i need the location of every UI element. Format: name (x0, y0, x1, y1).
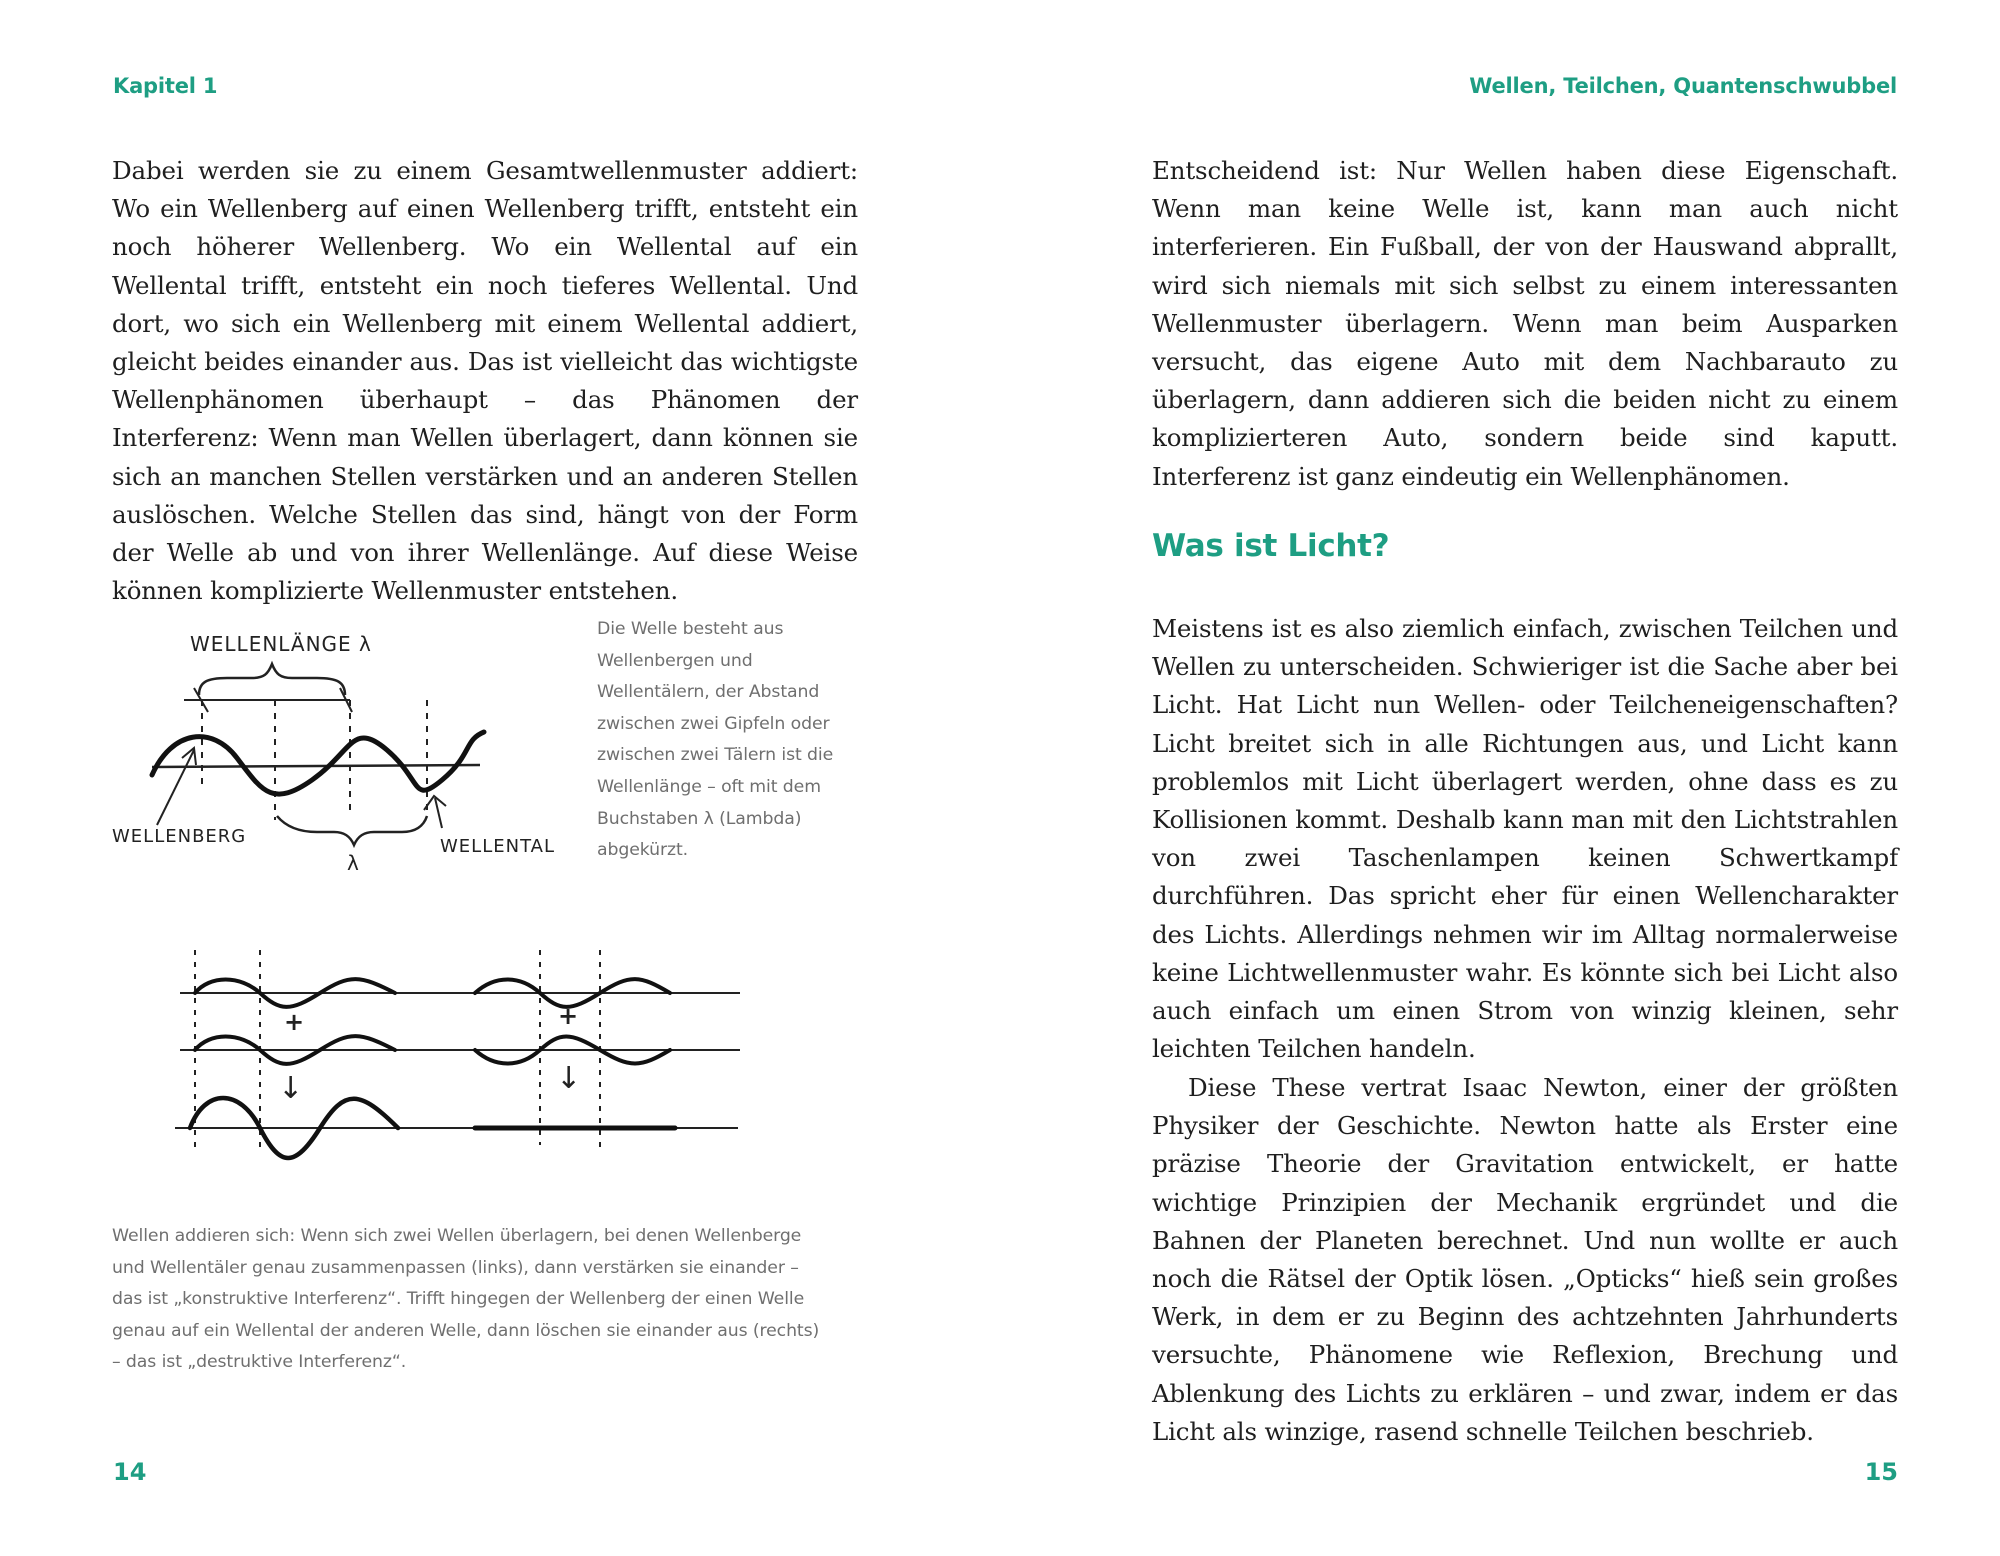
page-number-left: 14 (113, 1458, 147, 1486)
figure-caption: Die Welle besteht aus Wellenbergen und Wellentälern, der Abstand zwischen zwei Gipfeln oder zwischen zwei Tälern ist die Wellenlänge – oft mit dem Buchstaben λ (Lambda) abgekürzt. (597, 619, 834, 861)
arrow-to-crest (157, 750, 194, 825)
plus-sign-right: + (558, 1002, 580, 1030)
plus-sign-left: + (284, 1008, 306, 1036)
page-number-right: 15 (1864, 1458, 1898, 1486)
wavelength-brace (199, 664, 345, 695)
running-head-left: Kapitel 1 (113, 74, 218, 98)
down-arrow-left: ↓ (278, 1071, 305, 1106)
trough-label: WELLENTAL (440, 836, 556, 857)
lambda-label: λ (347, 851, 360, 875)
body-paragraph: Dabei werden sie zu einem Gesamtwellenmuster addiert: Wo ein Wellenberg auf einen Wellenberg trifft, entsteht ein noch höherer Wellenberg. Wo ein Wellental auf ein Wellental trifft, entsteht ein noch tieferes Wellental. Und dort, wo sich ein Wellenberg mit einem Wellental addiert, gleicht beides einander aus. Das ist vielleicht das wichtigste Wellenphänomen überhaupt – das Phänomen der Interferenz: Wenn man Wellen überlagert, dann können sie sich an manchen Stellen verstärken und an anderen Stellen auslöschen. Welche Stellen das sind, hängt von der Form der Welle ab und von ihrer Wellenlänge. Auf diese Weise können komplizierte Wellenmuster entstehen. (112, 156, 858, 606)
body-paragraph: Diese These vertrat Isaac Newton, einer der größten Physiker der Geschichte. Newton hatte als Erster eine präzise Theorie der Gravitation entwickelt, er hatte wichtige Prinzipien der Mechanik ergründet und die Bahnen der Planeten berechnet. Und nun wollte er auch noch die Rätsel der Optik lösen. „Opticks“ hieß sein großes Werk, in dem er zu Beginn des achtzehnten Jahrhunderts versuchte, Phänomene wie Reflexion, Brechung und Ablenkung des Lichts zu erklären – und zwar, indem er das Licht als winzige, rasend schnelle Teilchen beschrieb. (1152, 1073, 1898, 1446)
crest-label: WELLENBERG (112, 826, 247, 847)
figure-caption: Wellen addieren sich: Wenn sich zwei Wellen überlagern, bei denen Wellenberge und Wellentäler genau zusammenpassen (links), dann verstärken sie einander – das ist „konstruktive Interferenz“. Trifft hingegen der Wellenberg der einen Welle genau auf ein Wellental der anderen Welle, dann löschen sie einander aus (rechts) – das ist „destruktive Interferenz“. (112, 1226, 820, 1373)
wavelength-label: WELLENLÄNGE λ (190, 632, 372, 656)
wavelength-diagram (112, 620, 562, 880)
section-heading: Was ist Licht? (1152, 528, 1390, 564)
body-paragraph: Entscheidend ist: Nur Wellen haben diese Eigenschaft. Wenn man keine Welle ist, kann man auch nicht interferieren. Ein Fußball, der von der Hauswand abprallt, wird sich niemals mit sich selbst zu einem interessanten Wellenmuster überlagern. Wenn man beim Ausparken versucht, das eigene Auto mit dem Nachbarauto zu überlagern, dann addieren sich die beiden nicht zu einem komplizierteren Auto, sondern beide sind kaputt. Interferenz ist ganz eindeutig ein Wellenphänomen. (1152, 156, 1898, 491)
lambda-brace (277, 816, 427, 845)
running-head-right: Wellen, Teilchen, Quantenschwubbel (1469, 74, 1897, 98)
interference-diagram (160, 950, 760, 1170)
body-paragraph: Meistens ist es also ziemlich einfach, zwischen Teilchen und Wellen zu unterscheiden. Schwieriger ist die Sache aber bei Licht. Hat Licht nun Wellen- oder Teilcheneigenschaften? Licht breitet sich in alle Richtungen aus, und Licht kann problemlos mit Licht überlagert werden, ohne dass es zu Kollisionen kommt. Deshalb kann man mit den Lichtstrahlen von zwei Taschenlampen keinen Schwertkampf durchführen. Das spricht eher für einen Wellencharakter des Lichts. Allerdings nehmen wir im Alltag normalerweise keine Lichtwellenmuster wahr. Es könnte sich bei Licht also auch einfach um einen Strom von winzig kleinen, sehr leichten Teilchen handeln. (1152, 614, 1898, 1064)
down-arrow-right: ↓ (556, 1061, 583, 1096)
